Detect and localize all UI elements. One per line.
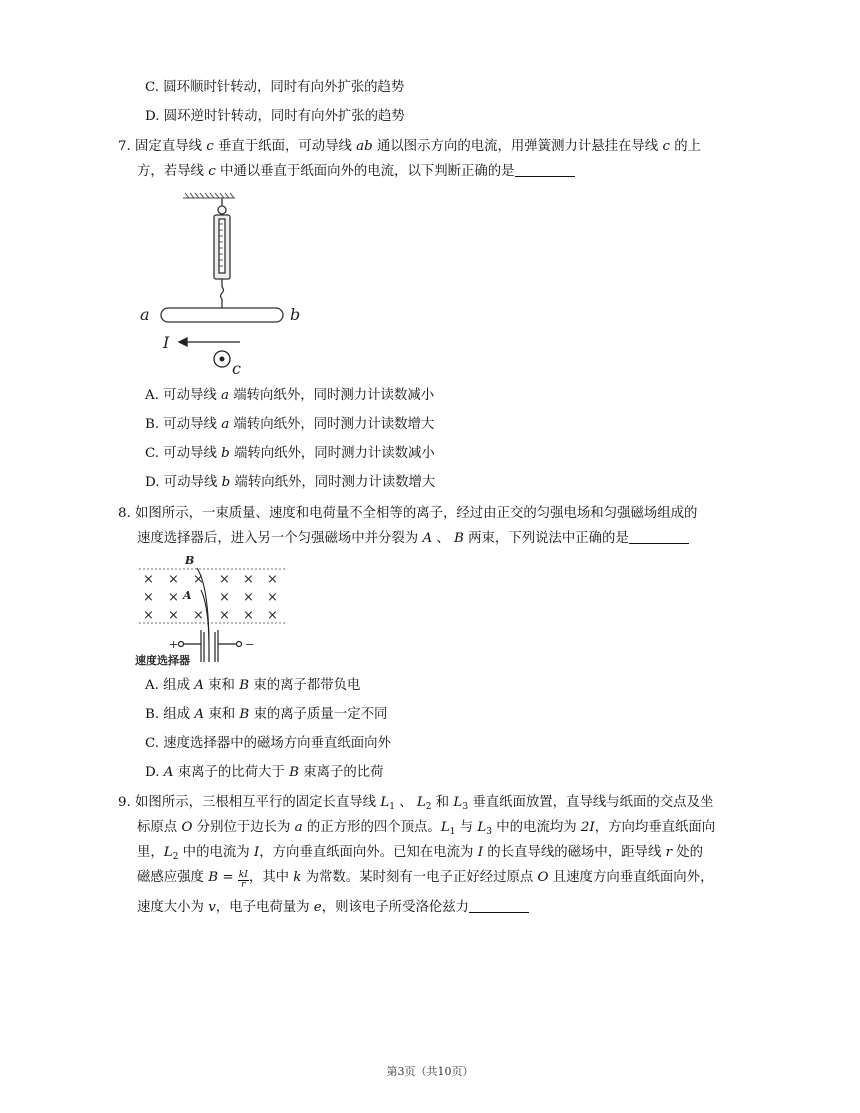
wire-c-out-of-page-icon: [214, 351, 230, 367]
q7-option-a: A. 可动导线 a 端转向纸外，同时测力计读数减小: [145, 388, 435, 403]
q8-stem-line1: 8. 如图所示，一束质量、速度和电荷量不全相等的离子，经过由正交的匀强电场和匀强磁场组成的: [118, 506, 698, 521]
ceiling-hatch: [183, 193, 235, 198]
q7-option-d: D. 可动导线 b 端转向纸外，同时测力计读数增大: [145, 475, 436, 490]
q7-figure: [135, 190, 305, 380]
svg-text:×: ×: [219, 590, 230, 605]
q8-option-d: D. A 束离子的比荷大于 B 束离子的比荷: [145, 765, 384, 780]
q7-stem-line2: 方，若导线 c 中通以垂直于纸面向外的电流，以下判断正确的是: [137, 162, 575, 182]
q8-stem-line2: 速度选择器后，进入另一个匀强磁场中并分裂为 A 、 B 两束，下列说法中正确的是: [137, 529, 689, 549]
q7-stem-line1: 7. 固定直导线 c 垂直于纸面，可动导线 ab 通以图示方向的电流，用弹簧测力计悬挂在导线 c 的上: [118, 139, 701, 154]
svg-text:×: ×: [193, 572, 204, 587]
q9-stem-line1: 9. 如图所示，三根相互平行的固定长直导线 $L_1$ 、 $L_2$ 和 $L_3$ 垂直纸面放置，直导线与纸面的交点及坐: [118, 795, 714, 812]
svg-text:×: ×: [219, 608, 230, 623]
q8-figure: [135, 552, 295, 670]
svg-text:×: ×: [243, 608, 254, 623]
svg-text:×: ×: [143, 608, 154, 623]
q6-option-d: D. 圆环逆时针转动，同时有向外扩张的趋势: [145, 109, 405, 124]
minus-terminal: −: [245, 638, 255, 651]
svg-text:×: ×: [267, 590, 278, 605]
q9-stem-line4: 磁感应强度 B = $\frac{kI}{r}$ ，其中 k 为常数。某时刻有一电子正好经过原点 O 且速度方向垂直纸面向外，: [137, 870, 714, 890]
label-c: c: [232, 359, 241, 378]
page-footer: 第3页（共10页）: [386, 1065, 474, 1078]
magnetic-field-crosses: [143, 572, 278, 623]
svg-text:×: ×: [168, 608, 179, 623]
spring-balance: [214, 198, 230, 308]
svg-text:×: ×: [168, 590, 179, 605]
svg-text:×: ×: [243, 572, 254, 587]
q9-stem-line3: 里，$L_2$ 中的电流为 I，方向垂直纸面向外。已知在电流为 I 的长直导线的磁场中，距导线 r 处的: [137, 845, 704, 862]
label-beam-a: A: [183, 589, 192, 602]
svg-text:×: ×: [193, 608, 204, 623]
q9-stem-line2: 标原点 O 分别位于边长为 a 的正方形的四个顶点。$L_1$ 与 $L_3$ 中的电流均为 2I，方向均垂直纸面向: [137, 820, 716, 837]
answer-blank[interactable]: [515, 162, 575, 177]
svg-text:×: ×: [143, 572, 154, 587]
svg-text:×: ×: [168, 572, 179, 587]
label-current-i: I: [163, 333, 170, 352]
label-b: b: [290, 305, 301, 324]
q8-option-b: B. 组成 A 束和 B 束的离子质量一定不同: [145, 707, 388, 722]
q8-option-c: C. 速度选择器中的磁场方向垂直纸面向外: [145, 736, 391, 751]
q7-option-c: C. 可动导线 b 端转向纸外，同时测力计读数减小: [145, 446, 435, 461]
fraction-ki-over-r: $\frac{kI}{r}$: [238, 870, 248, 890]
current-arrow-icon: [179, 338, 240, 346]
label-a: a: [140, 305, 150, 324]
velocity-selector-caption: 速度选择器: [135, 654, 190, 667]
answer-blank[interactable]: [469, 898, 529, 913]
svg-text:×: ×: [219, 572, 230, 587]
movable-wire-ab: [161, 308, 283, 322]
answer-blank[interactable]: [629, 529, 689, 544]
svg-text:×: ×: [243, 590, 254, 605]
plus-terminal: +: [169, 638, 179, 651]
q7-option-b: B. 可动导线 a 端转向纸外，同时测力计读数增大: [145, 417, 435, 432]
q9-stem-line5: 速度大小为 v，电子电荷量为 e，则该电子所受洛伦兹力: [137, 898, 529, 918]
q6-option-c: C. 圆环顺时针转动，同时有向外扩张的趋势: [145, 80, 405, 95]
label-beam-b: B: [185, 554, 195, 567]
svg-text:×: ×: [267, 572, 278, 587]
svg-text:×: ×: [267, 608, 278, 623]
q8-option-a: A. 组成 A 束和 B 束的离子都带负电: [145, 678, 361, 693]
svg-text:×: ×: [143, 590, 154, 605]
